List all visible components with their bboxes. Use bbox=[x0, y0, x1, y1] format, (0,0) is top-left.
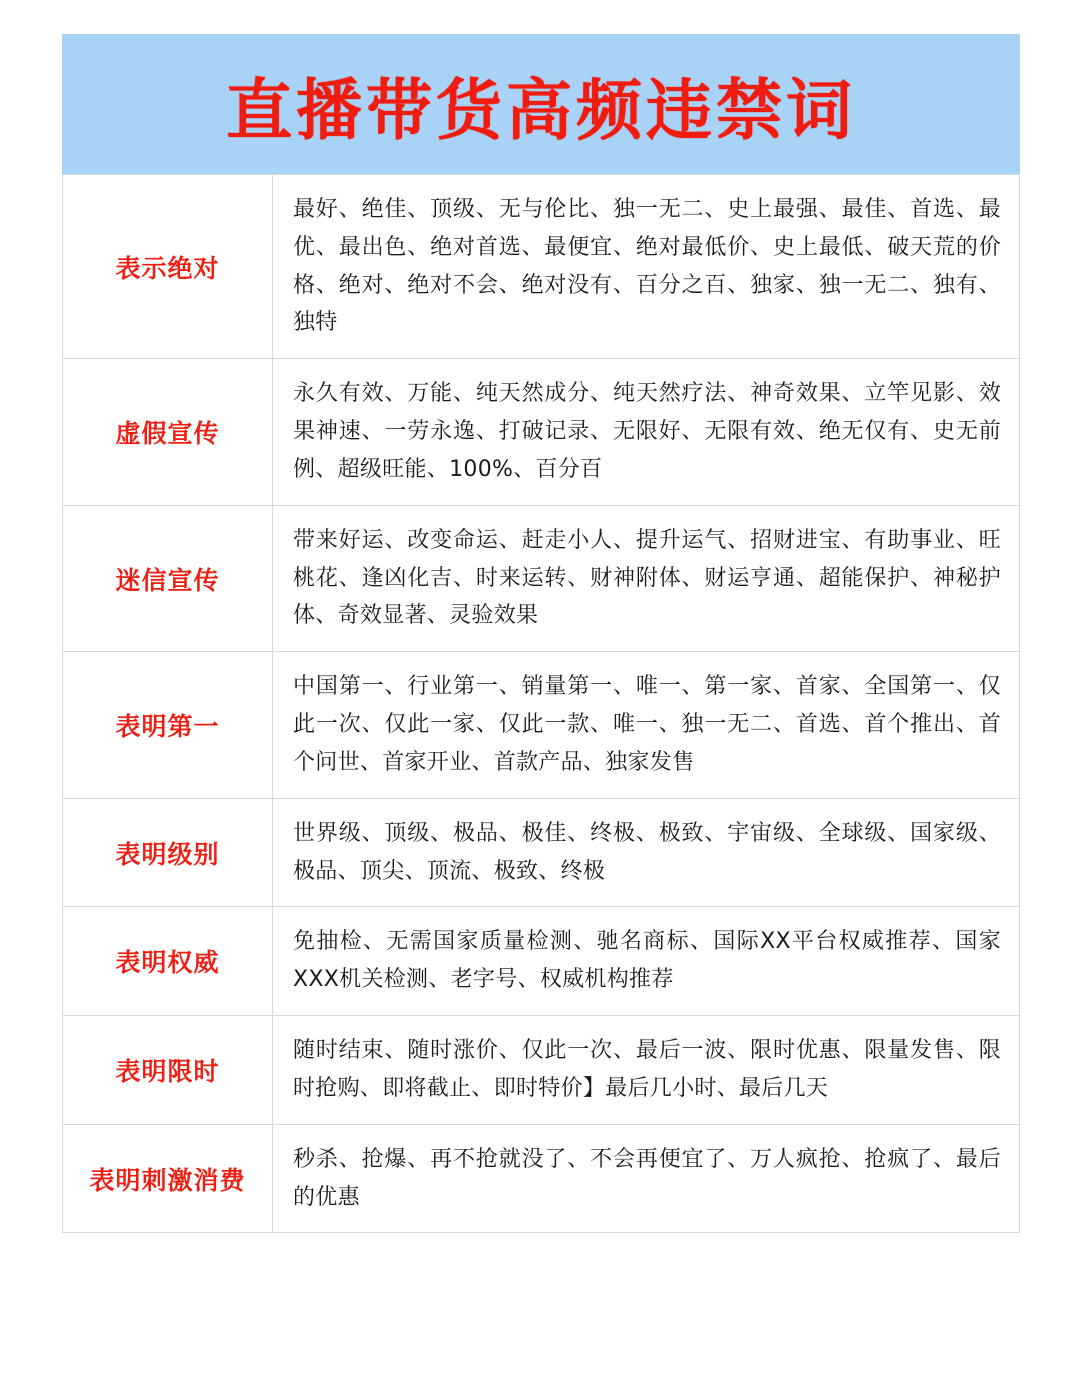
words-cell: 世界级、顶级、极品、极佳、终极、极致、宇宙级、全球级、国家级、极品、顶尖、顶流、极致、终极 bbox=[273, 798, 1020, 907]
category-label: 表明限时 bbox=[63, 1016, 273, 1125]
words-cell: 带来好运、改变命运、赶走小人、提升运气、招财进宝、有助事业、旺桃花、逢凶化吉、时来运转、财神附体、财运亨通、超能保护、神秘护体、奇效显著、灵验效果 bbox=[273, 505, 1020, 651]
banner bbox=[62, 34, 1020, 174]
words-cell: 永久有效、万能、纯天然成分、纯天然疗法、神奇效果、立竿见影、效果神速、一劳永逸、打破记录、无限好、无限有效、绝无仅有、史无前例、超级旺能、100%、百分百 bbox=[273, 359, 1020, 505]
category-label: 表明刺激消费 bbox=[63, 1124, 273, 1233]
words-cell: 秒杀、抢爆、再不抢就没了、不会再便宜了、万人疯抢、抢疯了、最后的优惠 bbox=[273, 1124, 1020, 1233]
category-label: 虚假宣传 bbox=[63, 359, 273, 505]
category-label: 表明级别 bbox=[63, 798, 273, 907]
forbidden-words-table bbox=[62, 174, 1020, 1233]
table-row bbox=[63, 359, 1020, 505]
category-label: 表明第一 bbox=[63, 652, 273, 798]
table-row bbox=[63, 1124, 1020, 1233]
category-label: 迷信宣传 bbox=[63, 505, 273, 651]
category-label: 表明权威 bbox=[63, 907, 273, 1016]
words-cell: 随时结束、随时涨价、仅此一次、最后一波、限时优惠、限量发售、限时抢购、即将截止、即时特价】最后几小时、最后几天 bbox=[273, 1016, 1020, 1125]
table-row bbox=[63, 798, 1020, 907]
page-title: 直播带货高频违禁词 bbox=[226, 71, 856, 149]
table-row bbox=[63, 505, 1020, 651]
table-row bbox=[63, 1016, 1020, 1125]
words-cell: 免抽检、无需国家质量检测、驰名商标、国际XX平台权威推荐、国家XXX机关检测、老字号、权威机构推荐 bbox=[273, 907, 1020, 1016]
table-row bbox=[63, 907, 1020, 1016]
words-cell: 中国第一、行业第一、销量第一、唯一、第一家、首家、全国第一、仅此一次、仅此一家、仅此一款、唯一、独一无二、首选、首个推出、首个问世、首家开业、首款产品、独家发售 bbox=[273, 652, 1020, 798]
table-row bbox=[63, 652, 1020, 798]
category-label: 表示绝对 bbox=[63, 175, 273, 359]
table-row bbox=[63, 175, 1020, 359]
words-cell: 最好、绝佳、顶级、无与伦比、独一无二、史上最强、最佳、首选、最优、最出色、绝对首选、最便宜、绝对最低价、史上最低、破天荒的价格、绝对、绝对不会、绝对没有、百分之百、独家、独一无二、独有、独特 bbox=[273, 175, 1020, 359]
